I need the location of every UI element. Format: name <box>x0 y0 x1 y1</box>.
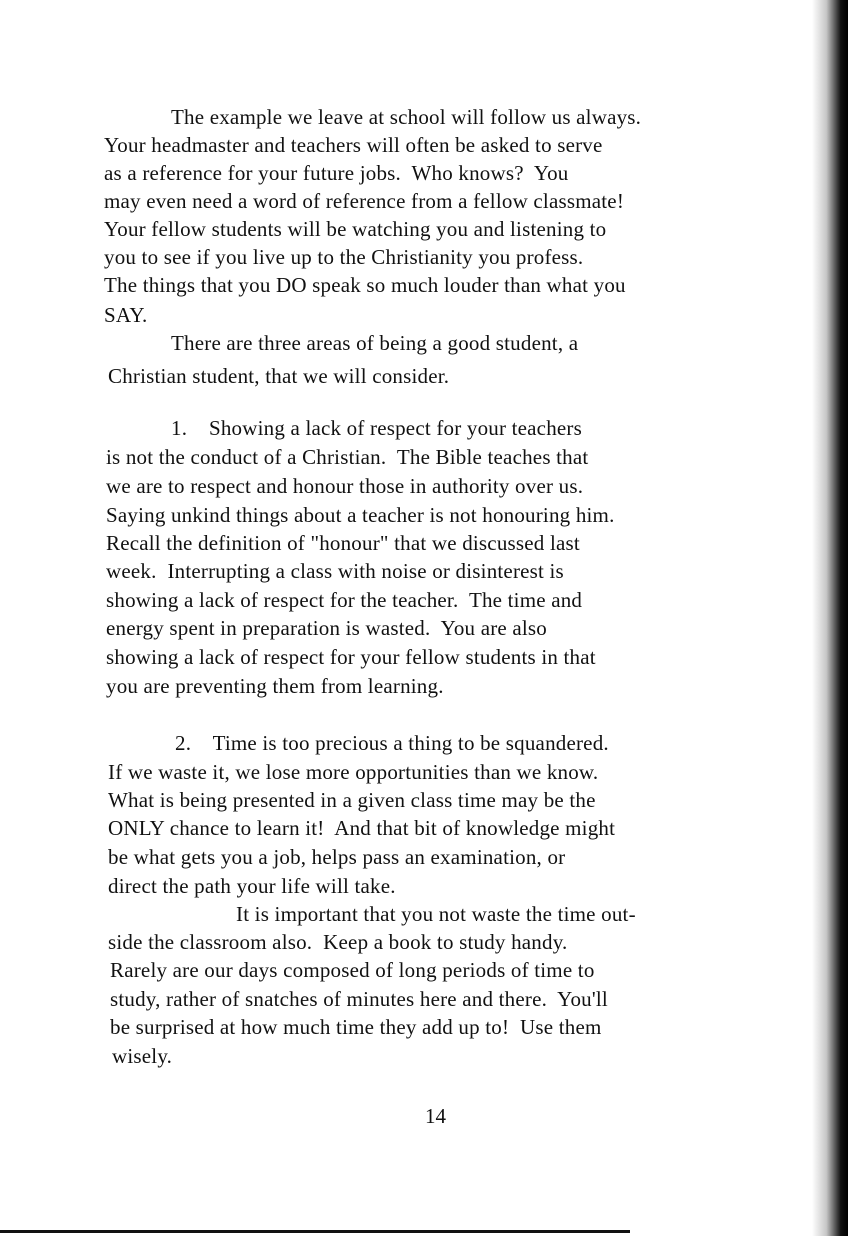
text-line: showing a lack of respect for the teacher. The time and <box>106 588 583 612</box>
text-line: If we waste it, we lose more opportunities than we know. <box>108 760 599 784</box>
text-line: is not the conduct of a Christian. The Bible teaches that <box>106 445 589 469</box>
text-line: Saying unkind things about a teacher is not honouring him. <box>106 503 615 527</box>
list-item-1-heading: 1. Showing a lack of respect for your teachers <box>171 416 582 440</box>
text-line: you are preventing them from learning. <box>106 674 444 698</box>
text-line: be what gets you a job, helps pass an examination, or <box>108 845 566 869</box>
text-line: side the classroom also. Keep a book to study handy. <box>108 930 568 954</box>
text-line: study, rather of snatches of minutes here and there. You'll <box>110 987 608 1011</box>
scan-bottom-edge <box>0 1230 630 1233</box>
text-line: showing a lack of respect for your fellow students in that <box>106 645 596 669</box>
text-line: wisely. <box>112 1044 173 1068</box>
text-line: Recall the definition of "honour" that we discussed last <box>106 531 580 555</box>
text-line: you to see if you live up to the Christianity you profess. <box>104 245 584 269</box>
text-line: Rarely are our days composed of long periods of time to <box>110 958 595 982</box>
text-line: we are to respect and honour those in authority over us. <box>106 474 584 498</box>
text-line: energy spent in preparation is wasted. You are also <box>106 616 548 640</box>
text-line: week. Interrupting a class with noise or disinterest is <box>106 559 564 583</box>
page-number: 14 <box>425 1104 446 1128</box>
text-line: ONLY chance to learn it! And that bit of knowledge might <box>108 816 616 840</box>
text-line: It is important that you not waste the time out- <box>236 902 636 926</box>
text-line: Your headmaster and teachers will often be asked to serve <box>104 133 603 157</box>
text-line: Christian student, that we will consider. <box>108 364 450 388</box>
scan-edge-shadow <box>812 0 848 1236</box>
text-line: There are three areas of being a good student, a <box>171 331 579 355</box>
list-item-2-heading: 2. Time is too precious a thing to be squandered. <box>175 731 609 755</box>
text-line: The example we leave at school will follow us always. <box>171 105 642 129</box>
text-line: Your fellow students will be watching you and listening to <box>104 217 607 241</box>
text-line: SAY. <box>104 303 148 327</box>
text-line: may even need a word of reference from a fellow classmate! <box>104 189 625 213</box>
text-line: as a reference for your future jobs. Who knows? You <box>104 161 569 185</box>
text-line: The things that you DO speak so much louder than what you <box>104 273 626 297</box>
text-line: be surprised at how much time they add up to! Use them <box>110 1015 602 1039</box>
text-line: direct the path your life will take. <box>108 874 396 898</box>
text-line: What is being presented in a given class time may be the <box>108 788 596 812</box>
